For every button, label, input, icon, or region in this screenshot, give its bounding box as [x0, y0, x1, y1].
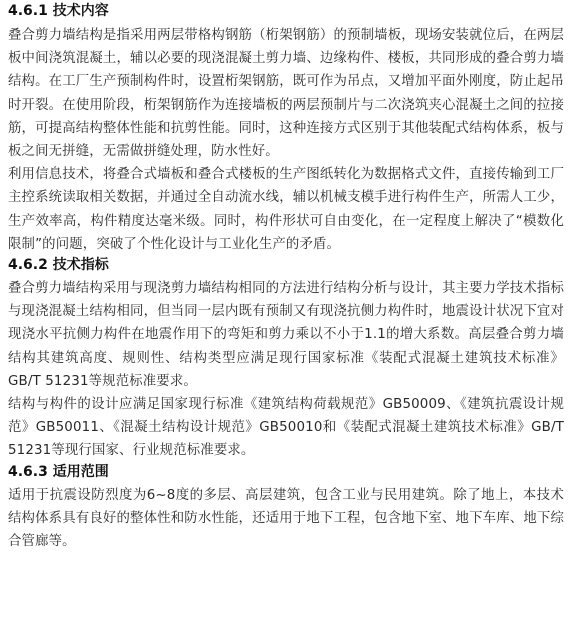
document-page	[0, 2, 570, 625]
paragraph-technical-content-1: 叠合剪力墙结构是指采用两层带格构钢筋（桁架钢筋）的预制墙板，现场安装就位后，在两层板中间浇筑混凝土，辅以必要的现浇混凝土剪力墙、边缘构件、楼板，共同形成的叠合剪力墙结构。在工厂生产预制构件时，设置桁架钢筋，既可作为吊点，又增加平面外刚度，防止起吊时开裂。在使用阶段，桁架钢筋作为连接墙板的两层预制片与二次浇筑夹心混凝土之间的拉接筋，可提高结构整体性能和抗剪性能。同时，这种连接方式区别于其他装配式结构体系，板与板之间无拼缝，无需做拼缝处理，防水性好。	[8, 28, 564, 160]
paragraph-technical-indicators-1: 叠合剪力墙结构采用与现浇剪力墙结构相同的方法进行结构分析与设计，其主要力学技术指标与现浇混凝土结构相同，但当同一层内既有预制又有现浇抗侧力构件时，地震设计状况下宜对现浇水平抗侧力构件在地震作用下的弯矩和剪力乘以不小于1.1的增大系数。高层叠合剪力墙结构其建筑高度、规则性、结构类型应满足现行国家标准《装配式混凝土建筑技术标准》GB/T 51231等规范标准要求。	[8, 281, 564, 389]
section-heading-technical-indicators: 4.6.2 技术指标	[8, 257, 109, 274]
paragraph-technical-content-2: 利用信息技术，将叠合式墙板和叠合式楼板的生产图纸转化为数据格式文件，直接传输到工厂主控系统读取相关数据，并通过全自动流水线，辅以机械支模手进行构件生产，所需人工少，生产效率高，构件精度达毫米级。同时，构件形状可自由变化，在一定程度上解决了“模数化限制”的问题，突破了个性化设计与工业化生产的矛盾。	[8, 167, 564, 252]
section-heading-technical-content: 4.6.1 技术内容	[8, 3, 109, 19]
paragraph-scope-1: 适用于抗震设防烈度为6~8度的多层、高层建筑，包含工业与民用建筑。除了地上，本技术结构体系具有良好的整体性和防水性能，还适用于地下工程，包含地下室、地下车库、地下综合管廊等。	[8, 487, 564, 550]
paragraph-technical-indicators-2: 结构与构件的设计应满足国家现行标准《建筑结构荷载规范》GB50009、《建筑抗震设计规范》GB50011、《混凝土结构设计规范》GB50010和《装配式混凝土建筑技术标准》GB/T 51231等现行国家、行业规范标准要求。	[8, 397, 564, 459]
section-heading-scope: 4.6.3 适用范围	[8, 463, 109, 480]
